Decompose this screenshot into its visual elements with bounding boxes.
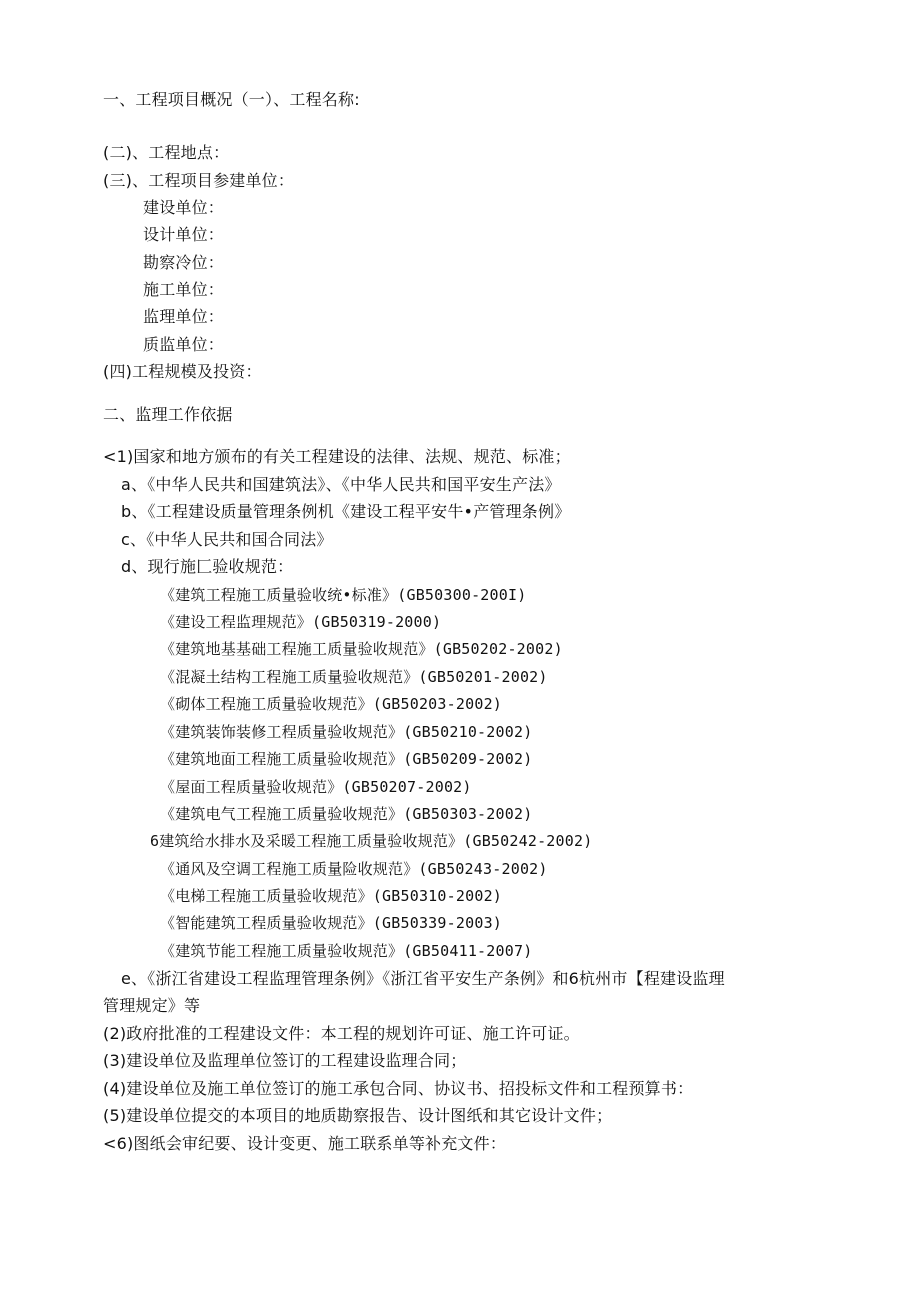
- party-contractor-label: 施工单位：: [143, 280, 225, 299]
- basis-item-2: (2)政府批准的工程建设文件：本工程的规划许可证、施工许可证。: [103, 1024, 580, 1043]
- project-parties-heading: (三)、工程项目参建单位：: [103, 171, 295, 190]
- code-item: 《建设工程监理规范》(GB50319-2000): [160, 613, 442, 631]
- party-surveyor-label: 勘察冷位：: [143, 253, 225, 272]
- code-item: 《混凝土结构工程施工质量验收规范》(GB50201-2002): [160, 668, 548, 686]
- code-item: 《屋面工程质量验收规范》(GB50207-2002): [160, 778, 472, 796]
- basis-sub-c: c、《中华人民共和国合同法》: [121, 530, 333, 549]
- basis-sub-a: a、《中华人民共和国建筑法》、《中华人民共和国平安生产法》: [121, 475, 561, 494]
- code-item: 《建筑工程施工质量验收统•标准》(GB50300-200I): [160, 586, 527, 604]
- code-item: 《电梯工程施工质量验收规范》(GB50310-2002): [160, 887, 503, 905]
- basis-item-6: <6)图纸会审纪要、设计变更、施工联系单等补充文件：: [103, 1134, 507, 1153]
- code-item: 《建筑装饰装修工程质量验收规范》(GB50210-2002): [160, 723, 533, 741]
- code-item: 《建筑电气工程施工质量验收规范》(GB50303-2002): [160, 805, 533, 823]
- party-quality-label: 质监单位：: [143, 335, 225, 354]
- basis-item-1: <1)国家和地方颁布的有关工程建设的法律、法规、规范、标准；: [103, 447, 571, 466]
- project-site-label: (二)、工程地点：: [103, 143, 230, 162]
- party-supervisor-label: 监理单位：: [143, 307, 225, 326]
- code-item: 《智能建筑工程质量验收规范》(GB50339-2003): [160, 914, 503, 932]
- party-designer-label: 设计单位：: [143, 225, 225, 244]
- section1-heading: 一、工程项目概况（一）、工程名称:: [103, 90, 360, 109]
- code-item: 《建筑地面工程施工质量验收规范》(GB50209-2002): [160, 750, 533, 768]
- basis-sub-b: b、《工程建设质量管理条例机《建设工程平安牛•产管理条例》: [121, 502, 571, 521]
- basis-sub-d: d、现行施匚验收规范：: [121, 557, 294, 576]
- code-item: 6建筑给水排水及采暖工程施工质量验收规范》(GB50242-2002): [150, 832, 593, 850]
- basis-sub-e: e、《浙江省建设工程监理管理条例》《浙江省平安生产条例》和6杭州市【程建设监理: [121, 969, 725, 988]
- code-item: 《建筑地基基础工程施工质量验收规范》(GB50202-2002): [160, 640, 563, 658]
- basis-item-3: (3)建设单位及监理单位签订的工程建设监理合同；: [103, 1051, 467, 1070]
- code-item: 《砌体工程施工质量验收规范》(GB50203-2002): [160, 695, 503, 713]
- basis-item-4: (4)建设单位及施工单位签订的施工承包合同、协议书、招投标文件和工程预算书：: [103, 1079, 694, 1098]
- basis-sub-e-continued: 管理规定》等: [103, 996, 201, 1015]
- basis-item-5: (5)建设单位提交的本项目的地质勘察报告、设计图纸和其它设计文件；: [103, 1106, 613, 1125]
- party-client-label: 建设单位：: [143, 198, 225, 217]
- project-scale-label: (四)工程规模及投资：: [103, 362, 262, 381]
- section2-heading: 二、监理工作依据: [103, 405, 233, 424]
- code-item: 《通风及空调工程施工质量险收规范》(GB50243-2002): [160, 860, 548, 878]
- code-item: 《建筑节能工程施工质量验收规范》(GB50411-2007): [160, 942, 533, 960]
